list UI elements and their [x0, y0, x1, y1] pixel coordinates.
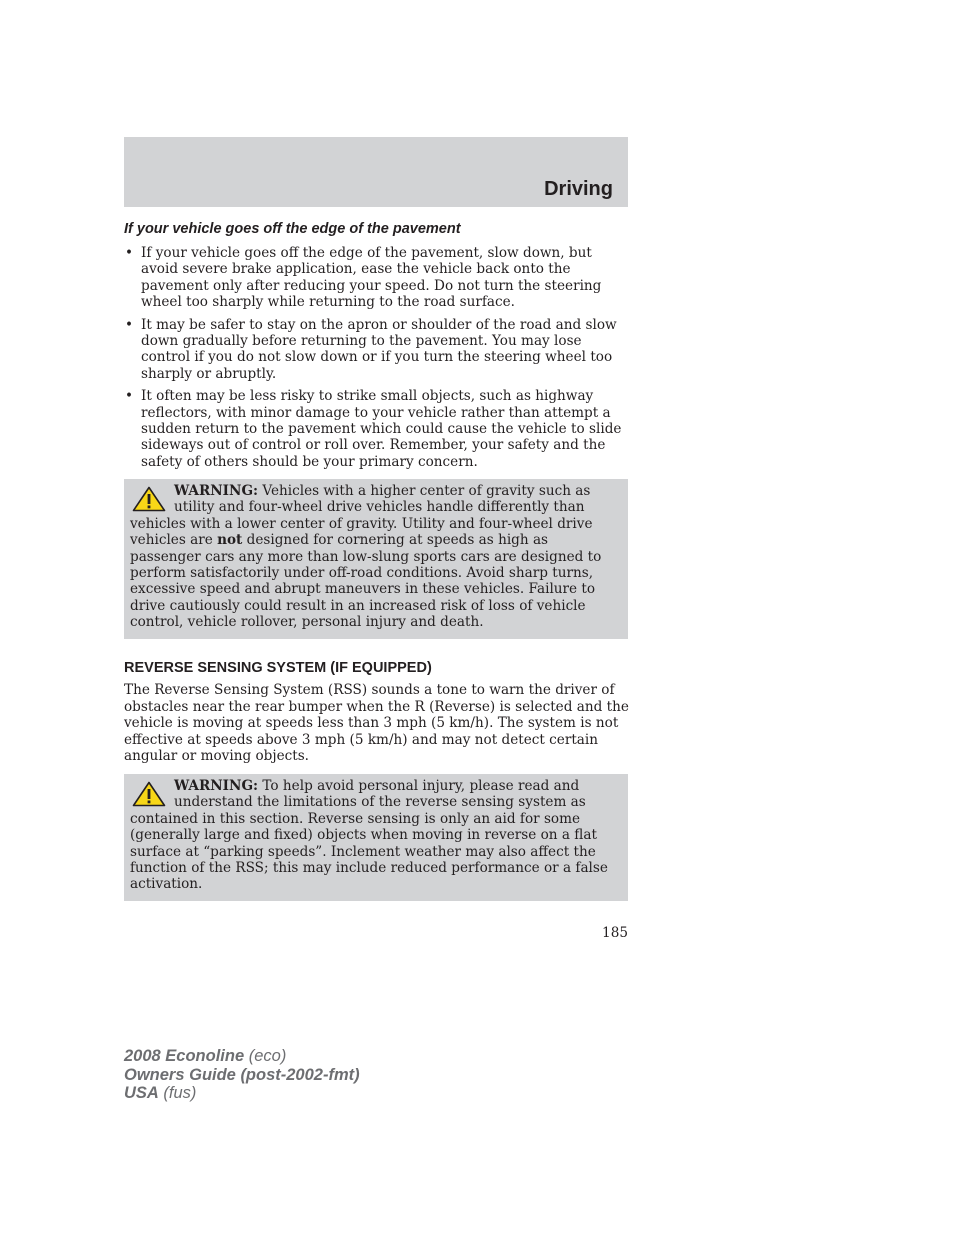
- list-item: [124, 317, 628, 383]
- list-item-text: It often may be less risky to strike small objects, such as highway reflectors, with minor damage to your vehicle rather than attempt a sudden return to the pavement which could cause the vehicle to slide sideways out of control or roll over. Remember, your safety and the safety of others should be your primary concern.: [141, 388, 622, 470]
- warning-emphasis: not: [217, 532, 243, 549]
- footer-line: [124, 1084, 360, 1103]
- footer-market-code: (fus): [158, 1084, 197, 1102]
- warning-text: Vehicles with a higher center of gravity such as utility and four-wheel drive vehicles handle differently than vehicles with a lower center of gravity. Utility and four-wheel drive vehicles are: [130, 483, 593, 549]
- footer-model-code: (eco): [244, 1047, 287, 1065]
- footer-guide: Owners Guide (post-2002-fmt): [124, 1065, 360, 1084]
- warning-text: To help avoid personal injury, please read and understand the limitations of the reverse sensing system as contained in this section. Reverse sensing is only an aid for some (generally large and fixed) objects when moving in reverse on a flat surface at “parking speeds”. Inclement weather may also affect the function of the RSS; this may include reduced performance or a false activation.: [130, 778, 608, 893]
- warning-text: designed for cornering at speeds as high as passenger cars any more than low-slung sports cars are designed to perform satisfactorily under off-road conditions. Avoid sharp turns, excessive speed and abrupt maneuvers in these vehicles. Failure to drive cautiously could result in an increased risk of loss of vehicle control, vehicle rollover, personal injury and death.: [130, 532, 602, 631]
- bullet-icon: •: [125, 245, 134, 261]
- page-number: 185: [602, 925, 628, 941]
- footer-model: 2008 Econoline: [124, 1047, 245, 1065]
- chapter-title: Driving: [544, 178, 613, 200]
- list-item: [124, 245, 628, 311]
- chapter-header: [124, 137, 628, 207]
- bullet-icon: •: [125, 316, 134, 333]
- section-subheading: If your vehicle goes off the edge of the pavement: [124, 221, 461, 237]
- section-heading: REVERSE SENSING SYSTEM (IF EQUIPPED): [124, 660, 432, 676]
- footer-line: [124, 1047, 360, 1066]
- list-item: [124, 388, 628, 470]
- list-item-text: If your vehicle goes off the edge of the pavement, slow down, but avoid severe brake application, ease the vehicle back onto the pavement only after reducing your speed. Do not turn the steering wheel too sharply while returning to the road surface.: [141, 245, 602, 311]
- footer-market: USA: [124, 1084, 159, 1102]
- warning-label: WARNING:: [174, 483, 259, 499]
- warning-box: [124, 479, 628, 639]
- list-item-text: It may be safer to stay on the apron or shoulder of the road and slow down gradually before returning to the pavement. You may lose control if you do not slow down or if you turn the steering wheel too sharply or abruptly.: [141, 316, 617, 382]
- footer-line: [124, 1066, 360, 1085]
- warning-triangle-icon: [132, 486, 166, 512]
- warning-label: WARNING:: [174, 778, 259, 794]
- bullet-list: [124, 245, 628, 476]
- bullet-icon: •: [125, 388, 134, 405]
- warning-triangle-icon: [132, 781, 166, 807]
- document-footer: [124, 1047, 360, 1103]
- body-paragraph: The Reverse Sensing System (RSS) sounds a tone to warn the driver of obstacles near the rear bumper when the R (Reverse) is selected and the vehicle is moving at speeds less than 3 mph (5 km/h). The system is not effective at speeds above 3 mph (5 km/h) and may not detect certain angular or moving objects.: [124, 682, 629, 765]
- warning-box: [124, 774, 628, 901]
